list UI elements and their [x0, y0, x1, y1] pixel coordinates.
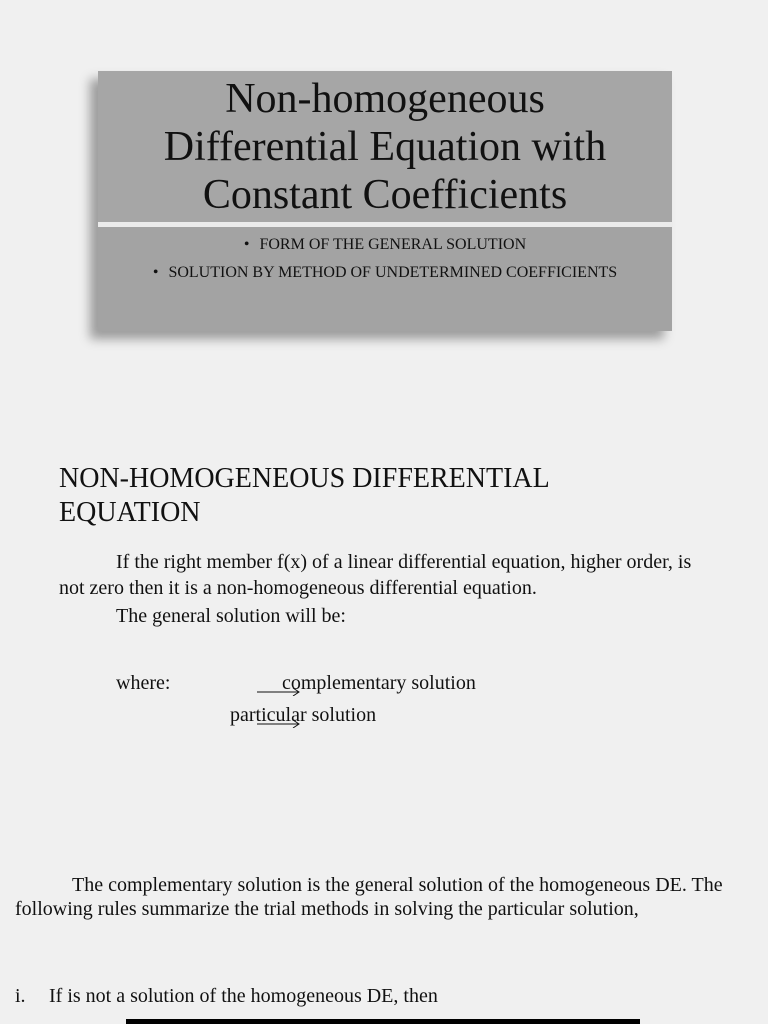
title-line: Constant Coefficients [202, 172, 568, 218]
bullet-item: • FORM OF THE GENERAL SOLUTION [98, 231, 672, 259]
rule-item [15, 985, 438, 1008]
heading-line: NON-HOMOGENEOUS DIFFERENTIAL [59, 463, 550, 494]
subtitle-bullets [98, 231, 672, 287]
rule-number: i. [15, 985, 26, 1007]
complementary-label: complementary solution [282, 672, 476, 694]
intro-paragraph: If the right member f(x) of a linear differential equation, higher order, is not zero then it is a non-homogeneous differential equation. [59, 551, 692, 599]
heading-line: EQUATION [59, 497, 201, 528]
slide-title [98, 75, 672, 219]
where-label: where: [116, 672, 171, 694]
title-slide-box [98, 71, 672, 331]
title-line: Non-homogeneous [225, 76, 545, 122]
particular-label: particular solution [230, 704, 377, 726]
equation-bar [126, 1019, 640, 1024]
title-line: Differential Equation with [163, 124, 607, 170]
bullet-item: • SOLUTION BY METHOD OF UNDETERMINED COEFFICIENTS [98, 259, 672, 287]
general-solution-text: The general solution will be: [116, 605, 346, 627]
complementary-paragraph: The complementary solution is the general solution of the homogeneous DE. The following rules summarize the trial methods in solving the particular solution, [15, 874, 723, 920]
rule-text: If is not a solution of the homogeneous DE, then [49, 985, 438, 1007]
section-heading [59, 462, 699, 530]
